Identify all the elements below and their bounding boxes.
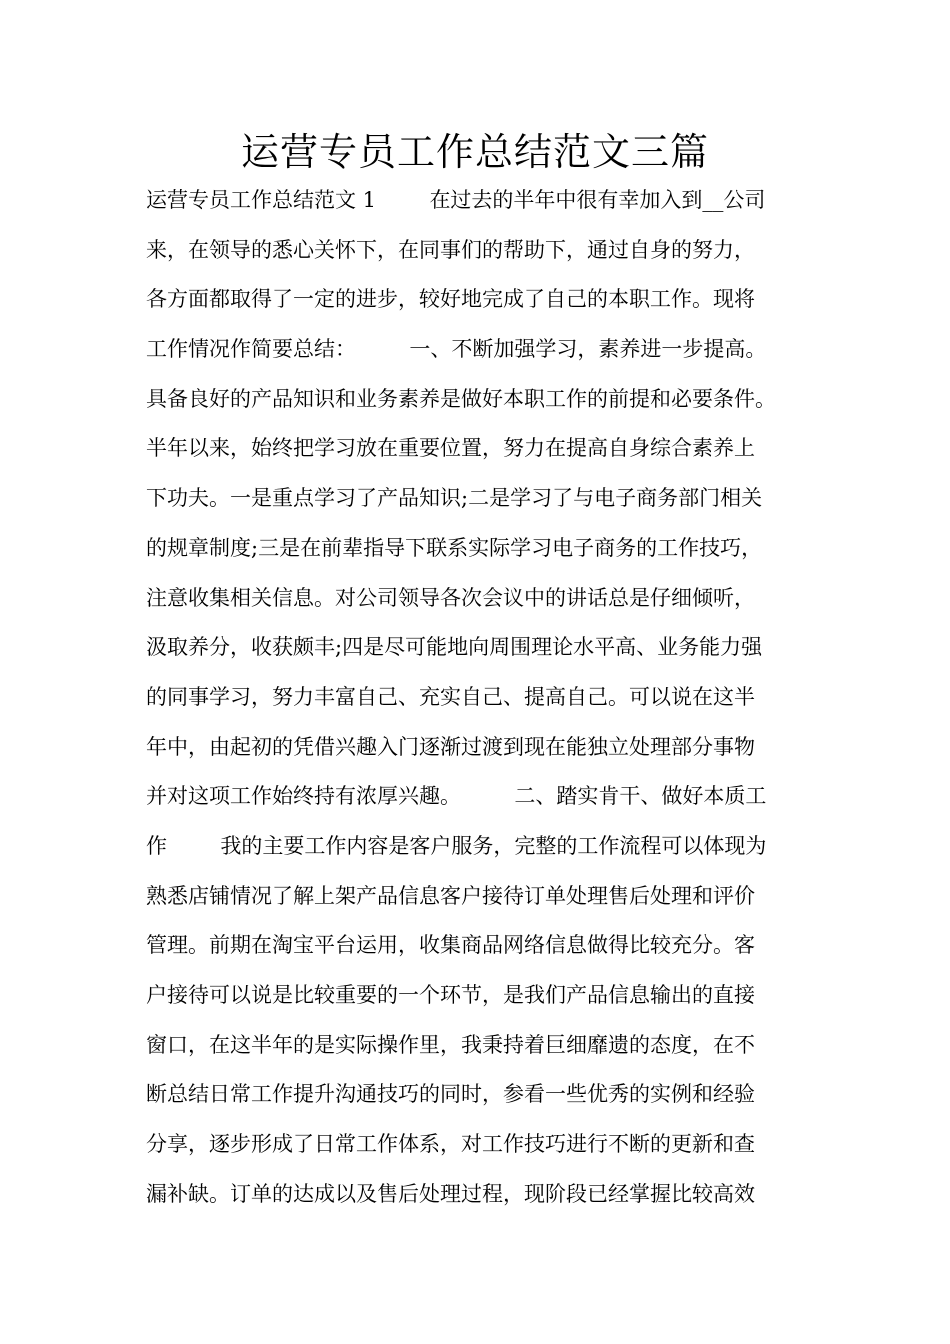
body-line: 半年以来，始终把学习放在重要位置，努力在提高自身综合素养上	[146, 436, 755, 461]
body-line: 来，在领导的悉心关怀下，在同事们的帮助下，通过自身的努力，	[146, 237, 755, 262]
body-line: 运营专员工作总结范文 1 在过去的半年中很有幸加入到__公司	[146, 188, 766, 212]
body-line: 窗口，在这半年的是实际操作里，我秉持着巨细靡遗的态度，在不	[146, 1032, 755, 1057]
body-line: 的同事学习，努力丰富自己、充实自己、提高自己。可以说在这半	[146, 684, 755, 709]
body-line: 工作情况作简要总结： 一、不断加强学习，素养进一步提高。	[146, 337, 767, 362]
body-line: 的规章制度;三是在前辈指导下联系实际学习电子商务的工作技巧，	[146, 535, 763, 560]
body-line: 断总结日常工作提升沟通技巧的同时，参看一些优秀的实例和经验	[146, 1082, 755, 1107]
body-line: 管理。前期在淘宝平台运用，收集商品网络信息做得比较充分。客	[146, 933, 755, 958]
body-line: 户接待可以说是比较重要的一个环节，是我们产品信息输出的直接	[146, 983, 755, 1007]
body-line: 汲取养分，收获颇丰;四是尽可能地向周围理论水平高、业务能力强	[146, 635, 763, 660]
document-title: 运营专员工作总结范文三篇	[240, 130, 709, 174]
body-line: 分享，逐步形成了日常工作体系，对工作技巧进行不断的更新和查	[146, 1132, 755, 1157]
body-line: 年中，由起初的凭借兴趣入门逐渐过渡到现在能独立处理部分事物	[146, 734, 755, 759]
body-line: 注意收集相关信息。对公司领导各次会议中的讲话总是仔细倾听，	[146, 585, 755, 610]
body-line: 具备良好的产品知识和业务素养是做好本职工作的前提和必要条件。	[146, 386, 776, 411]
body-line: 熟悉店铺情况了解上架产品信息客户接待订单处理售后处理和评价	[146, 883, 755, 908]
body-line: 各方面都取得了一定的进步，较好地完成了自己的本职工作。现将	[146, 287, 755, 312]
document-body	[146, 176, 816, 1219]
body-line: 下功夫。一是重点学习了产品知识;二是学习了与电子商务部门相关	[146, 486, 763, 511]
body-line: 漏补缺。订单的达成以及售后处理过程，现阶段已经掌握比较高效	[146, 1181, 755, 1206]
body-line: 作 我的主要工作内容是客户服务，完整的工作流程可以体现为	[146, 833, 767, 858]
body-line: 并对这项工作始终持有浓厚兴趣。 二、踏实肯干、做好本质工	[146, 784, 767, 809]
